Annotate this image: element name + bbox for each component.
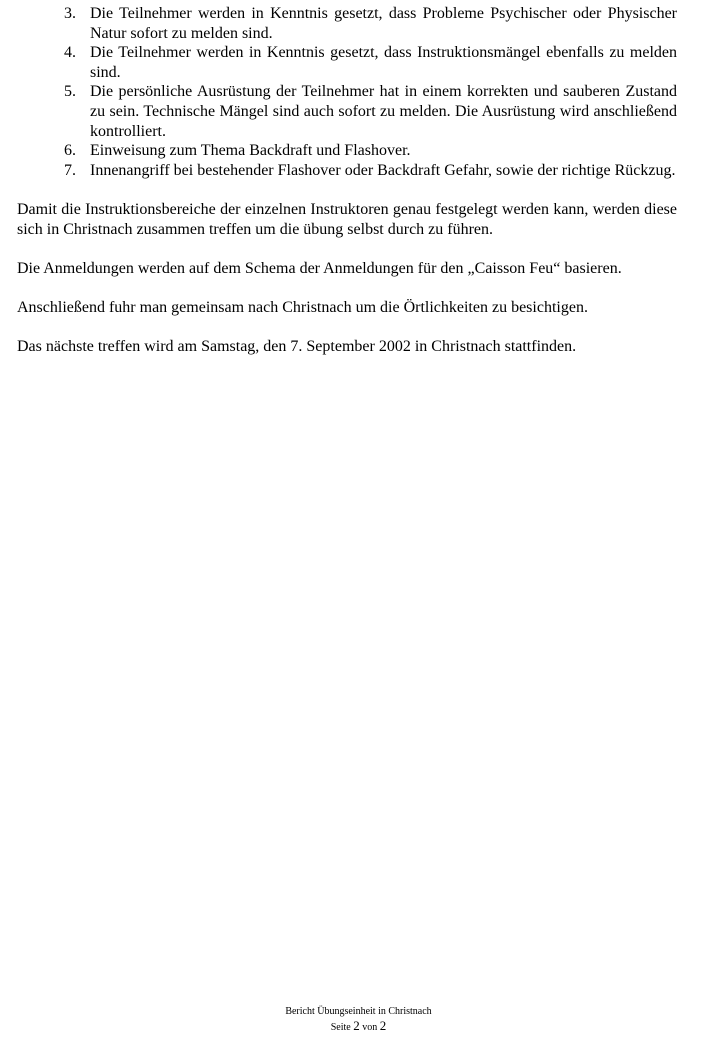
list-item	[17, 43, 677, 82]
document-body	[17, 4, 677, 357]
list-item	[17, 161, 677, 181]
paragraph-site-visit: Anschließend fuhr man gemeinsam nach Christnach um die Örtlichkeiten zu besichtigen.	[17, 298, 588, 316]
list-item	[17, 4, 677, 43]
list-item-number: 3.	[64, 5, 76, 22]
list-item-number: 7.	[64, 161, 76, 179]
list-item-number: 5.	[64, 83, 76, 101]
footer-title: Bericht Übungseinheit in Christnach	[285, 1006, 432, 1017]
list-item	[17, 141, 677, 161]
numbered-list	[17, 4, 677, 180]
paragraph-instructors: Damit die Instruktionsbereiche der einzelnen Instruktoren genau festgelegt werden kann, werden diese sich in Christnach zusammen treffen um die übung selbst durch zu führen.	[17, 200, 677, 238]
page-label: Seite	[330, 1022, 351, 1033]
list-item-text: Die Teilnehmer werden in Kenntnis gesetzt, dass Instruktionsmängel ebenfalls zu melden sind.	[90, 44, 677, 81]
page-of-label: von	[362, 1022, 378, 1033]
paragraph-registrations: Die Anmeldungen werden auf dem Schema der Anmeldungen für den „Caisson Feu“ basieren.	[17, 259, 622, 277]
list-item-text: Die persönliche Ausrüstung der Teilnehmer hat in einem korrekten und sauberen Zustand zu sein. Technische Mängel sind auch sofort zu melden. Die Ausrüstung wird anschließend kontrolliert.	[90, 83, 677, 140]
list-item-number: 6.	[64, 142, 76, 160]
list-item-text: Die Teilnehmer werden in Kenntnis gesetzt, dass Probleme Psychischer oder Physischer Natur sofort zu melden sind.	[90, 5, 677, 42]
list-item	[17, 82, 677, 141]
paragraph-next-meeting: Das nächste treffen wird am Samstag, den 7. September 2002 in Christnach stattfinden.	[17, 338, 577, 356]
page-number-line	[0, 1019, 717, 1035]
list-item-text: Innenangriff bei bestehender Flashover oder Backdraft Gefahr, sowie der richtige Rückzug.	[90, 161, 676, 179]
list-item-number: 4.	[64, 44, 76, 62]
page-total: 2	[379, 1018, 387, 1033]
list-item-text: Einweisung zum Thema Backdraft und Flashover.	[90, 142, 411, 160]
page-footer	[0, 1005, 717, 1035]
page-current: 2	[353, 1018, 360, 1033]
